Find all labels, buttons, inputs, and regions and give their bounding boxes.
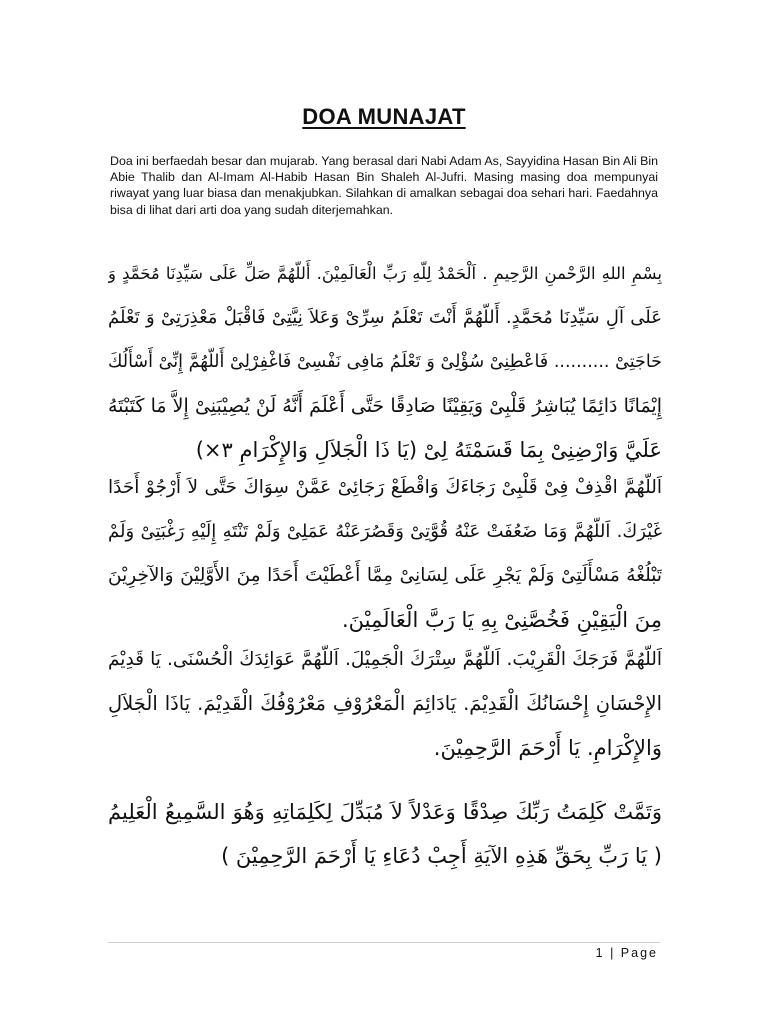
arabic-line: وَالإِكْرَامِ. يَا أَرْحَمَ الرَّحِمِيْنَ. [433, 736, 662, 760]
arabic-line: الإِحْسَانِ إِحْسَانُكَ الْقَدِيْمَ. يَادَائِمَ الْمَعْرُوْفِ مَعْرُوْفُكَ الْقَدِيْمَ. يَاذَا الْجَلاَلِ [108, 692, 662, 715]
arabic-paragraph-1 [108, 252, 662, 472]
arabic-paragraph-2 [108, 466, 662, 642]
arabic-line: غَيْرَكَ. اَللّهُمَّ وَمَا ضَعُفَتْ عَنْهُ قُوَّتِىْ وَقَصُرَعَنْهُ عَمَلِىْ وَلَمْ تَنْتَهِ إِلَيْهِ رَغْبَتِىْ وَلَمْ [108, 521, 662, 542]
page-number: 1 | Page [595, 946, 658, 960]
arabic-paragraph-3 [108, 638, 662, 770]
footer-divider [108, 942, 660, 943]
arabic-line: بِسْمِ اللهِ الرَّحْمنِ الرَّحِيمِ . اَلْحَمْدُ لِلّهِ رَبِّ الْعَالَمِيْنَ. أَللّهُمَّ صَلِّ عَلَى سَيِّدِنَا مُحَمَّدٍ وَ [108, 264, 662, 283]
arabic-line: اَللّهُمَّ فَرَجَكَ الْقَرِيْبَ. اَللّهُمَّ سِتْرَكَ الْجَمِيْلَ. اَللّهُمَّ عَوَائِدَكَ الْحُسْنَى. يَا قَدِيْمَ [108, 649, 662, 670]
arabic-line: عَلَى آلِ سَيِّدِنَا مُحَمَّدٍ. أَللّهُمَّ أَنْتَ تَعْلَمُ سِرِّىْ وَعَلاَ نِيَّتِىْ فَاقْبَلْ مَعْذِرَتِىْ وَ تَعْلَمُ [108, 307, 662, 328]
arabic-line: تَبْلُغْهُ مَسْأَلَتِىْ وَلَمْ يَجْرِ عَلَى لِسَانِىْ مِمَّا أَعْطَيْتَ أَحَدًا مِنَ الأَوَّلِيْنَ وَالآخِرِيْنَ [108, 565, 662, 586]
arabic-line: وَتَمَّتْ كَلِمَتُ رَبِّكَ صِدْقًا وَعَدْلاً لاَ مُبَدِّلَ لِكَلِمَاتِهِ وَهُوَ السَّمِيعُ الْعَلِيمُ [108, 800, 662, 824]
arabic-paragraph-4 [108, 790, 662, 878]
arabic-line: حَاجَتِىْ .......... فَاعْطِنِىْ سُؤْلِىْ وَ تَعْلَمُ مَافِى نَفْسِىْ فَاغْفِرْلِىْ أَللّهُمَّ إِنِّىْ أَسْأَلُكَ [108, 352, 662, 372]
arabic-line: إِيْمَانًا دَائِمًا يُبَاشِرُ قَلْبِىْ وَيَقِيْنًا صَادِقًا حَتَّى أَعْلَمَ أَنَّهُ لَنْ يُصِيْبَنِىْ إِلاَّ مَا كَتَبْتَهُ [108, 395, 662, 417]
arabic-line: اَللّهُمَّ اقْذِفْ فِىْ قَلْبِىْ رَجَاءَكَ وَاقْطَعْ رَجَائِىْ عَمَّنْ سِوَاكَ حَتَّى لاَ أَرْجُوْ أَحَدًا [108, 477, 662, 498]
arabic-line: عَلَيَّ وَارْضِنِىْ بِمَا قَسَمْتَهُ لِىْ (يَا ذَا الْجَلاَلِ وَالإِكْرَامِ ٣×) [195, 438, 662, 462]
arabic-line: ( يَا رَبِّ بِحَقِّ هَذِهِ الآيَةِ أَجِبْ دُعَاءِ يَا أَرْحَمَ الرَّحِمِيْنَ ) [221, 844, 662, 868]
document-title: DOA MUNAJAT [302, 104, 466, 129]
intro-paragraph: Doa ini berfaedah besar dan mujarab. Yang berasal dari Nabi Adam As, Sayyidina Hasan Bin Ali Bin Abie Thalib dan Al-Imam Al-Habib Hasan Bin Shaleh Al-Jufri. Masing masing doa mempunyai riwayat yang luar biasa dan menakjubkan. Silahkan di amalkan sebagai doa sehari hari. Faedahnya bisa di lihat dari arti doa yang sudah diterjemahkan. [110, 154, 658, 217]
arabic-line: مِنَ الْيَقِيْنِ فَخُصَّنِىْ بِهِ يَا رَبَّ الْعَالَمِيْنَ. [341, 608, 662, 632]
